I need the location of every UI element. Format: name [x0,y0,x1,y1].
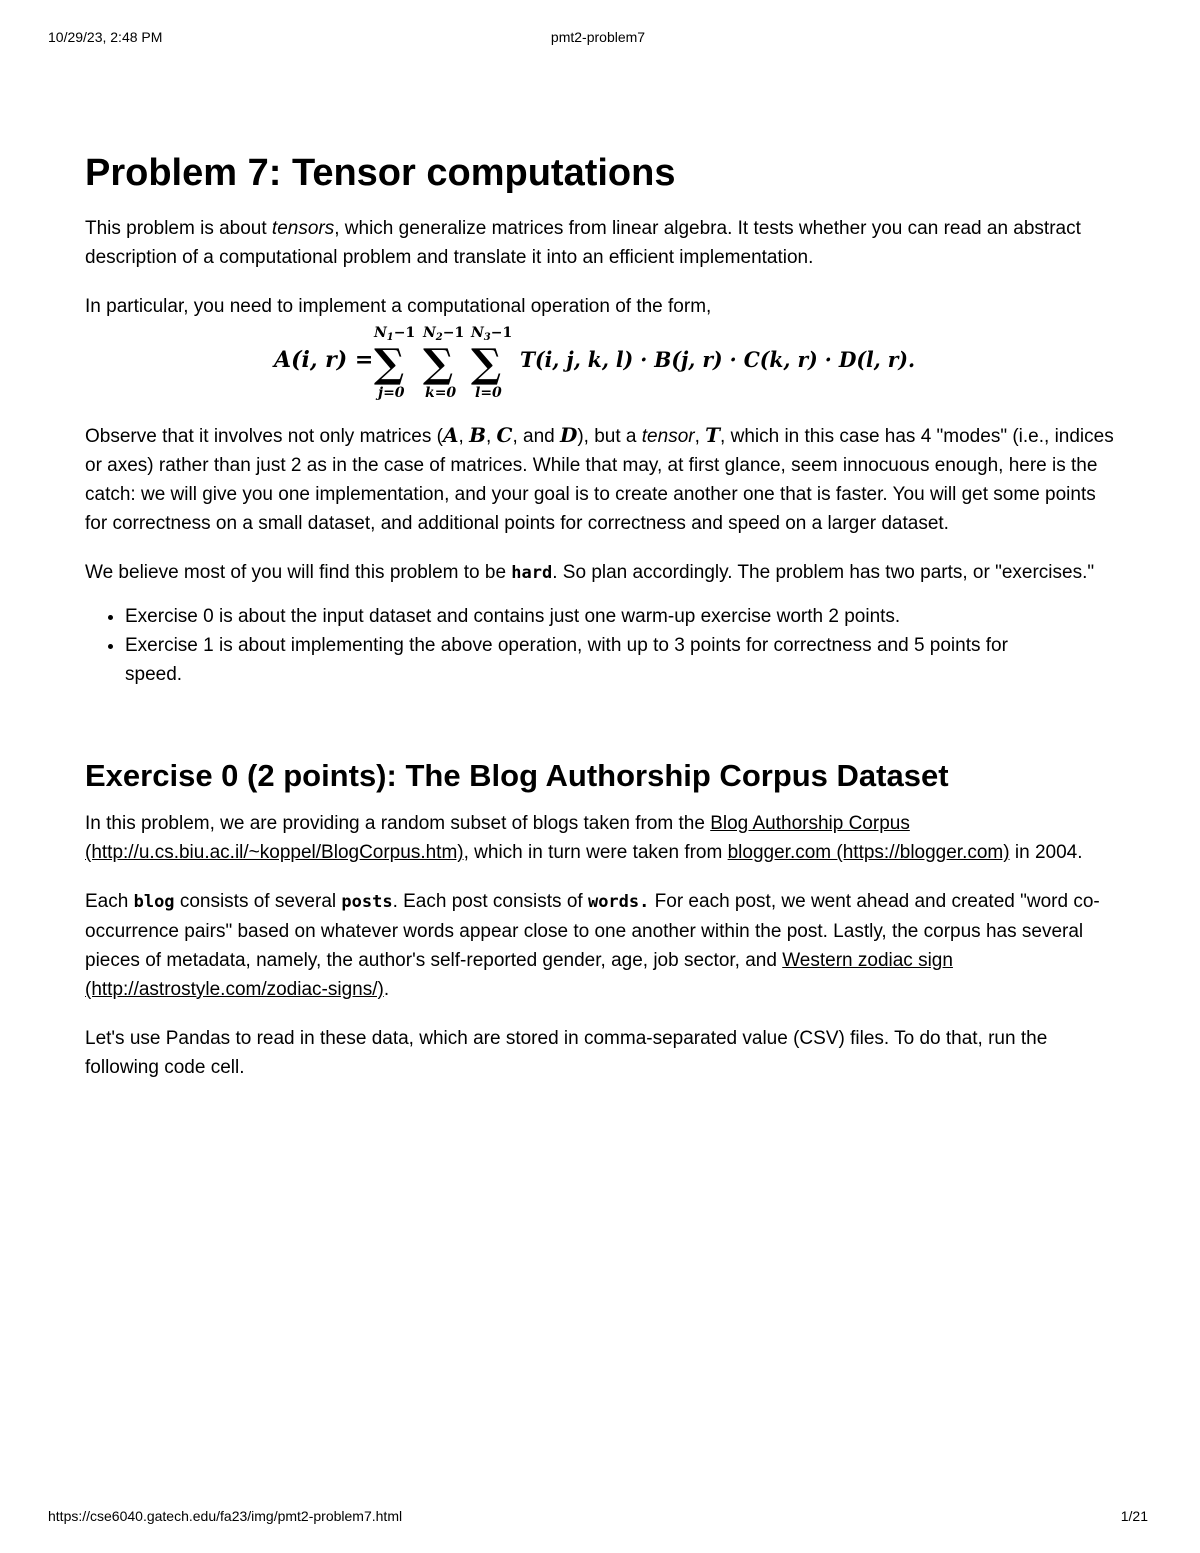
operation-intro-paragraph: In particular, you need to implement a computational operation of the form, [85,296,712,317]
pandas-paragraph: Let's use Pandas to read in these data, which are stored in comma-separated value (CSV) files. To do that, run the following code cell. [85,1028,1048,1078]
tensor-emphasis: tensor [641,426,695,447]
sum1-sigma: ∑ [374,340,405,387]
equation-lhs: A(i, r) = [274,347,374,373]
sum3-upper: $N_3-1$ [471,325,513,343]
print-footer [48,1508,1148,1528]
document-body [85,150,1115,1102]
equation-graphic [270,323,930,403]
hard-keyword: hard [511,563,553,583]
sum2-lower: k=0 [425,385,457,401]
matrix-B: B [469,423,486,447]
blog-structure-paragraph: Each blog consists of several posts. Each post consists of words. For each post, we went ahead and created "word co-occurrence pairs" based on whatever words appear close to one another within the post. Lastly, the corpus has several pieces of metadata, namely, the author's self-reported gender, age, job sector, and Western zodiac sign (http://astrostyle.com/zodiac-signs/). [85,891,1100,1000]
sum3-sigma: ∑ [471,340,502,387]
observe-paragraph: Observe that it involves not only matrices (A, B, C, and D), but a tensor, T, which in this case has 4 "modes" (i.e., indices or axes) rather than just 2 as in the case of matrices. While that may, at first glance, seem innocuous enough, here is the catch: we will give you one implementation, and your goal is to create another one that is faster. You will get some points for correctness on a small dataset, and additional points for correctness and speed on a larger dataset. [85,423,1114,534]
sum1-upper: $N_1-1$ [374,325,416,343]
blog-keyword: blog [133,892,175,912]
dataset-paragraph: In this problem, we are providing a random subset of blogs taken from the Blog Authorship Corpus (http://u.cs.biu.ac.il/~koppel/BlogCorpus.htm), which in turn were taken from blogger.com (https://blogger.com) in 2004. [85,813,1083,863]
tensors-emphasis: tensors [271,218,335,239]
sum1-lower: j=0 [378,385,405,401]
tensor-T: T [705,423,721,447]
difficulty-paragraph: We believe most of you will find this problem to be hard. So plan accordingly. The problem has two parts, or "exercises." [85,562,1095,583]
print-doc-title: pmt2-problem7 [550,29,646,45]
list-item: • Exercise 0 is about the input dataset and contains just one warm-up exercise worth 2 points. [125,602,1055,631]
sum2-sigma: ∑ [423,340,454,387]
page-number: 1/21 [1120,1508,1148,1524]
exercise0-heading: Exercise 0 (2 points): The Blog Authorship Corpus Dataset [85,758,949,793]
tensor-equation [85,323,1115,403]
print-header [48,29,1148,49]
matrix-A: A [442,423,459,447]
sum2-upper: $N_2-1$ [423,325,465,343]
matrix-D: D [560,423,578,447]
words-keyword: words. [587,892,650,912]
intro-paragraph: This problem is about tensors, which generalize matrices from linear algebra. It tests whether you can read an abstract description of a computational problem and translate it into an efficient implementation. [85,218,1081,268]
blogger-link[interactable]: blogger.com (https://blogger.com) [727,842,1010,863]
list-item: • Exercise 1 is about implementing the above operation, with up to 3 points for correctness and 5 points for speed. [125,631,1055,689]
blog-corpus-link[interactable]: Blog Authorship Corpus (http://u.cs.biu.ac.il/~koppel/BlogCorpus.htm) [85,813,910,863]
exercise-list [85,602,1055,689]
equation-body: T(i, j, k, l) · B(j, r) · C(k, r) · D(l, r). [520,347,915,372]
posts-keyword: posts [341,892,393,912]
page-title: Problem 7: Tensor computations [85,152,676,194]
matrix-C: C [496,423,513,447]
zodiac-link[interactable]: Western zodiac sign (http://astrostyle.com/zodiac-signs/) [85,950,953,1000]
print-datetime: 10/29/23, 2:48 PM [48,29,163,45]
sum3-lower: l=0 [475,385,502,401]
print-url: https://cse6040.gatech.edu/fa23/img/pmt2-problem7.html [48,1508,403,1524]
